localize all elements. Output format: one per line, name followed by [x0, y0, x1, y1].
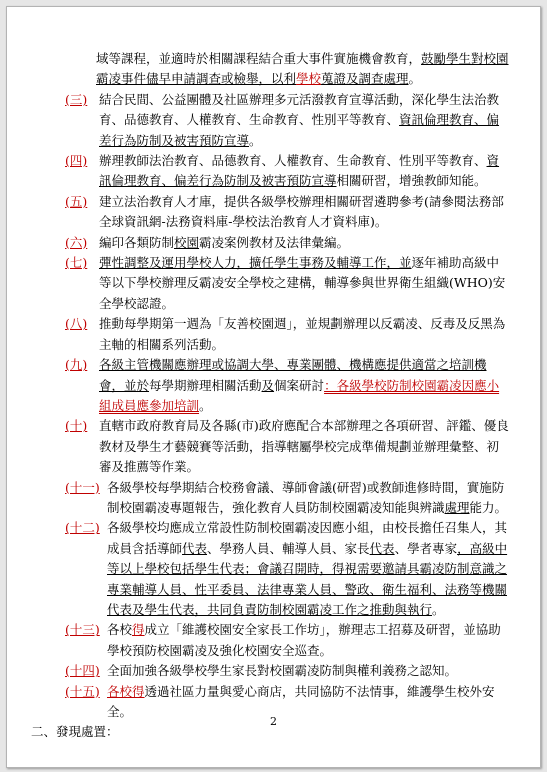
page-number: 2 [270, 715, 277, 728]
text: 全面加強各級學校學生家長對校園霸凌防制與權利義務之認知。 [107, 663, 458, 679]
item-number: (十三) [65, 622, 100, 638]
list-item-5 [65, 192, 510, 233]
item-number: (十四) [65, 663, 100, 679]
text: 資訊倫理教育、偏差行為防制及被害預防宣導 [99, 153, 500, 189]
item-number: (五) [65, 193, 88, 209]
text: 建立法治教育人才庫，提供各級學校辦理相關研習遴聘參考(請參閱法務部全球資訊網-法務資料庫-學校法治教育人才資料庫)。 [99, 193, 504, 230]
text: 各校 [107, 622, 133, 638]
text: 代表 [182, 540, 208, 556]
text: 相關研習，增強教師知能。 [336, 173, 487, 189]
list-item-11 [65, 478, 510, 519]
text: 彈性調整及運用學校人力，擴任學生事務及輔導工作，並 [99, 255, 412, 271]
text: 蒐證及調查處理 [321, 71, 409, 87]
list-item-9 [65, 355, 510, 416]
text: 結合民間、公益團體及社區辦理多元活潑教育宣導活動，深化學生法治教育、品德教育、人權教育、生命教育、性別平等教育、 [99, 91, 500, 128]
item-number: (七) [65, 255, 88, 271]
text: 辦理教師法治教育、品德教育、人權教育、生命教育、性別平等教育、 [99, 153, 487, 169]
text: 。 [199, 397, 212, 413]
text: 各級主管機關應辦理或協調大學、專業團體、機構應提供適當之培訓機會，並於 [99, 357, 487, 393]
item-number: (三) [65, 91, 88, 107]
list-item-8 [65, 314, 510, 355]
item-number: (十五) [65, 683, 100, 699]
item-number: (九) [65, 357, 88, 373]
list-item-14 [65, 661, 510, 681]
page-content [31, 49, 510, 743]
list-item-6 [65, 233, 510, 253]
text: 域等課程，並適時於相關課程結合重大事件實施機會教育， [96, 51, 422, 66]
section-heading: 二、發現處置： [31, 724, 119, 740]
text: 推動每學期第一週為「友善校園週」，並規劃辦理以反霸凌、反毒及反黑為主軸的相關系列活動。 [99, 316, 506, 352]
text: ：各級學校防制校園霸凌因應小組成員應參加培訓 [99, 377, 500, 413]
document-page [6, 6, 541, 768]
text: 。 [432, 601, 445, 617]
item-number: (十) [65, 418, 88, 434]
text: 處理 [444, 499, 470, 515]
intro-paragraph [65, 49, 510, 90]
text: 校園 [174, 234, 200, 250]
text: 編印各類防制 [99, 234, 175, 250]
list-item-7 [65, 253, 510, 314]
item-number: (四) [65, 153, 88, 169]
text: 直轄市政府教育局及各縣(市)政府應配合本部辦理之各項研習、評鑑、優良教材及學生才藝競賽等活動，指導轄屬學校完成準備規劃並辦理彙整、初審及推薦等作業。 [99, 418, 509, 475]
text: 。 [249, 132, 262, 148]
text: 。 [408, 71, 422, 87]
text: 代表 [369, 540, 395, 556]
text: 能力。 [469, 499, 508, 515]
text: 得 [132, 622, 145, 638]
list-item-12 [65, 518, 510, 620]
text: 、學務人員、輔導人員、家長 [207, 540, 370, 556]
text: 學校 [296, 71, 322, 87]
text: 各級學校每學期結合校務會議、導師會議(研習)或教師進修時間，實施防制校園霸凌專題報告，強化教育人員防制校園霸凌知能與辨識 [107, 479, 505, 515]
list-item-3 [65, 90, 510, 151]
text: 、學者專家 [394, 540, 458, 556]
item-number: (十一) [65, 479, 100, 495]
list-item-13 [65, 620, 510, 661]
text: 資訊倫理教育、偏差行為防制及被害預防宣導 [99, 112, 500, 148]
list-item-4 [65, 151, 510, 192]
text: 個案研討 [274, 377, 325, 393]
list-item-10 [65, 416, 510, 477]
text: 逐年補助高級中等以下學校辦理反霸凌安全學校之建構，輔導參與世界衛生組織(WHO)安全學校認證。 [99, 255, 506, 311]
item-number: (六) [65, 234, 88, 250]
item-number: (八) [65, 316, 88, 332]
item-number: (十二) [65, 520, 100, 536]
text: 透過社區力量與愛心商店，共同協防不法情事，維護學生校外安全。 [107, 683, 495, 719]
text: 鼓勵學生對校園霸凌事件儘早申請調查或檢舉，以利 [96, 51, 509, 87]
text: 各級學校均應成立常設性防制校園霸凌因應小組，由校長擔任召集人，其成員含括導師 [107, 520, 508, 556]
text: 每學期辦理相關活動 [149, 377, 262, 393]
text: 霸凌案例教材及法律彙編。 [199, 234, 350, 250]
text: 各校得 [107, 683, 145, 699]
text: 及 [261, 377, 275, 393]
text: 成立「維護校園安全家長工作坊」，辦理志工招募及研習，並協助學校預防校園霸凌及強化校園安全巡查。 [107, 622, 501, 658]
text: ，高級中等以上學校包括學生代表；會議召開時，得視需要邀請具霸凌防制意識之專業輔導人員、性平委員、法律專業人員、警政、衛生福利、法務等機關代表及學生代表，共同負責防制校園霸凌工作之推動與執行 [107, 540, 508, 617]
